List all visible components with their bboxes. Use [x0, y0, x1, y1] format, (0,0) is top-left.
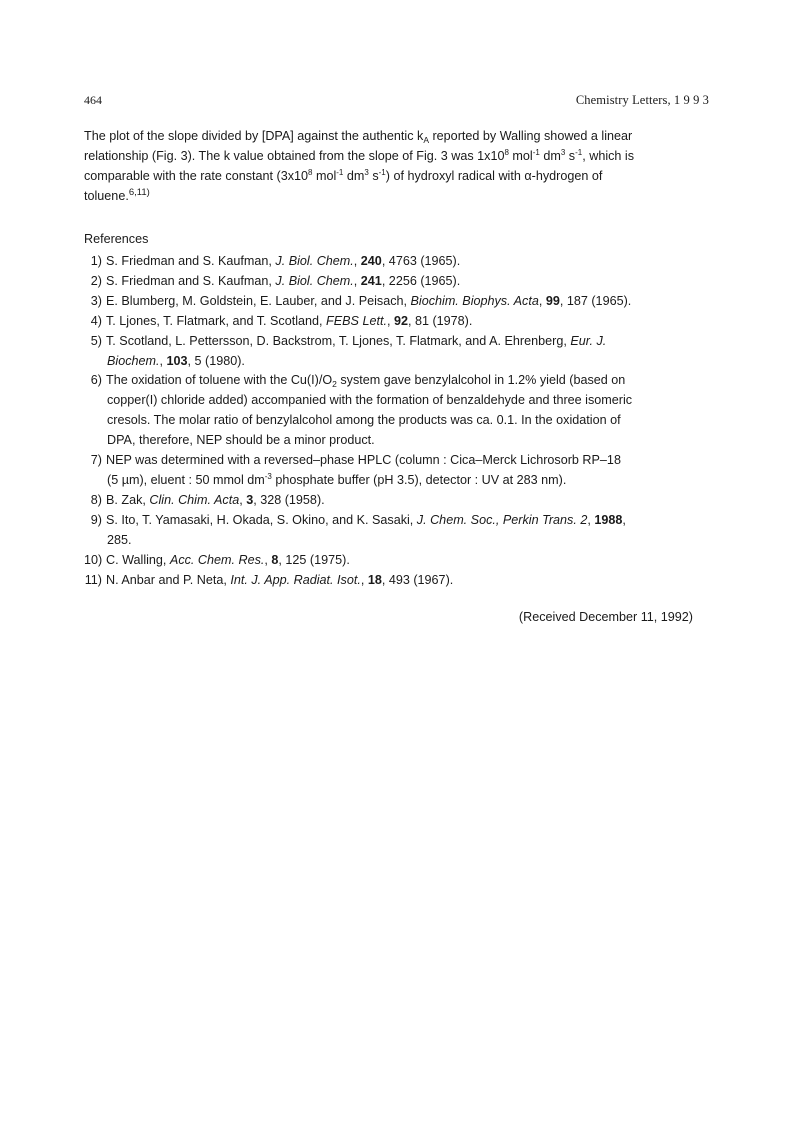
paragraph-line: The plot of the slope divided by [DPA] against the authentic $k_A$ reported by Walling showed a linear	[84, 129, 633, 145]
paragraph-line: relationship (Fig. 3). The k value obtained from the slope of Fig. 3 was $1x10^8$ mol$^{-1}$ $dm^3$ $s^{-1}$, which is	[84, 148, 635, 163]
reference-item: 4) T. Ljones, T. Flatmark, and T. Scotland, FEBS Lett., 92, 81 (1978).	[90, 313, 473, 328]
reference-item: 11) N. Anbar and P. Neta, Int. J. App. Radiat. Isot., 18, 493 (1967).	[84, 572, 454, 587]
journal-running-title: Chemistry Letters, 1 9 9 3	[575, 93, 709, 107]
page-header	[84, 93, 709, 109]
reference-item: 10) C. Walling, Acc. Chem. Res., 8, 125 (1975).	[84, 552, 350, 567]
reference-item: 9) S. Ito, T. Yamasaki, H. Okada, S. Okino, and K. Sasaki, J. Chem. Soc., Perkin Trans. 2, 1988, 285.	[90, 512, 626, 547]
reference-item: 5) T. Scotland, L. Pettersson, D. Backstrom, T. Ljones, T. Flatmark, and A. Ehrenberg, Eur. J. Biochem., 103, 5 (1980).	[90, 333, 607, 368]
paragraph-line: comparable with the rate constant ($3x10^8$ mol$^{-1}$ $dm^3$ $s^{-1}$) of hydroxyl radical with α-hydrogen of	[84, 168, 603, 183]
references-list	[84, 252, 714, 590]
reference-item: 1) S. Friedman and S. Kaufman, J. Biol. Chem., 240, 4763 (1965).	[90, 254, 461, 268]
reference-item: 2) S. Friedman and S. Kaufman, J. Biol. Chem., 241, 2256 (1965).	[90, 273, 461, 288]
reference-item: 7) NEP was determined with a reversed–phase HPLC (column : Cica–Merck Lichrosorb RP–18 (5 µm), eluent : 50 mmol $dm^{-3}$ phosphate buffer (pH 3.5), detector : UV at 283 nm).	[90, 453, 621, 487]
body-paragraph	[84, 126, 714, 206]
page-number: 464	[84, 93, 102, 107]
paragraph-line: toluene.$^{6,11)}$	[84, 187, 150, 203]
received-date: (Received December 11, 1992)	[518, 610, 693, 624]
references-heading: References	[84, 232, 149, 246]
reference-item: 3) E. Blumberg, M. Goldstein, E. Lauber, and J. Peisach, Biochim. Biophys. Acta, 99, 187 (1965).	[90, 293, 632, 308]
reference-item: 6) The oxidation of toluene with the $Cu(I)/O_2$ system gave benzylalcohol in 1.2% yield (based on copper(I) chloride added) accompanied with the formation of benzaldehyde and three isomeric cresols. The molar ratio of benzylalcohol among the products was ca. 0.1. In the oxidation of DPA, therefore, NEP should be a minor product.	[90, 373, 633, 448]
reference-item: 8) B. Zak, Clin. Chim. Acta, 3, 328 (1958).	[90, 492, 325, 507]
